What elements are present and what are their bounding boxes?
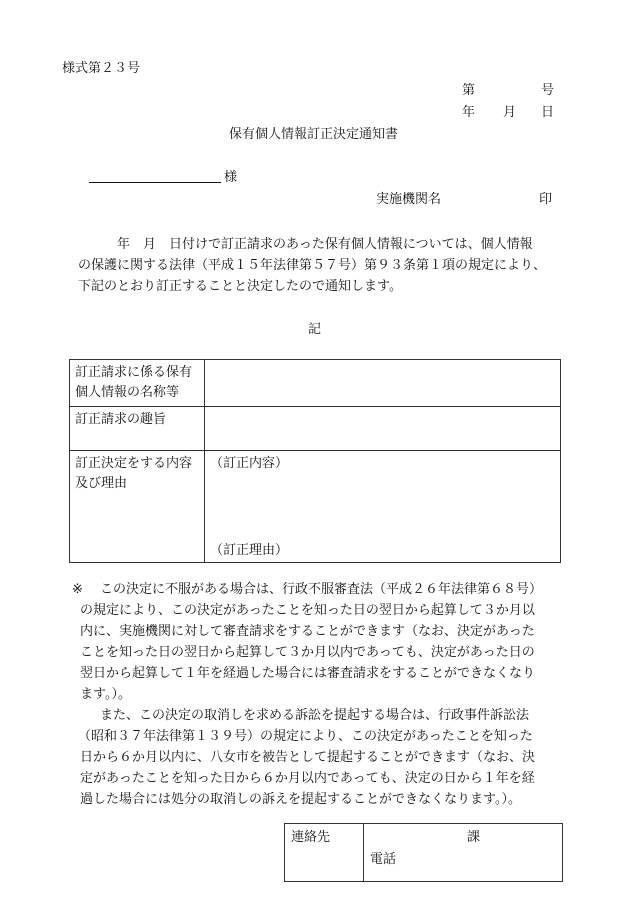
note-line: この決定に不服がある場合は、行政不服審査法（平成２６年法律第６８号）: [100, 582, 543, 597]
contact-section: 課: [466, 830, 480, 845]
row-value-decision: [205, 451, 561, 563]
recipient-name-line: [89, 182, 221, 183]
row-label-purpose: [70, 407, 205, 451]
doc-number-prefix: 第: [462, 83, 476, 98]
recipient-suffix: 様: [224, 170, 238, 185]
doc-number-suffix: 号: [541, 83, 555, 98]
notice-body-line: 下記のとおり訂正することと決定したので通知します。: [78, 279, 402, 294]
note-line: 翌日から起算して１年を経過した場合には審査請求をすることができなくなり: [80, 666, 536, 681]
label-line: 訂正請求の趣旨: [75, 412, 167, 427]
row-label-name: [70, 360, 205, 407]
note-mark: ※: [72, 582, 83, 597]
form-number: 様式第２３号: [62, 61, 141, 76]
seal-mark: 印: [539, 192, 553, 207]
agency-name-label: 実施機関名: [376, 192, 442, 207]
correction-reason-label: （訂正理由）: [210, 543, 289, 558]
date-year: 年: [462, 105, 476, 120]
correction-details-table: [69, 359, 561, 563]
note-line: 定があったことを知った日から６か月以内であっても、決定の日から１年を経: [80, 771, 535, 786]
notice-body-line: 年 月 日付けで訂正請求のあった保有個人情報については、個人情報: [78, 237, 533, 252]
label-line: 訂正請求に係る保有: [75, 365, 193, 380]
note-line: ことを知った日の翌日から起算して３か月以内であっても、決定があった日の: [80, 645, 535, 660]
label-line: 訂正決定をする内容: [75, 456, 193, 471]
row-label-decision: [70, 451, 205, 563]
notice-body: [78, 234, 563, 297]
note-line: 内に、実施機関に対して審査請求をすることができます（なお、決定があった: [80, 624, 535, 639]
note-line: 日から６か月以内に、八女市を被告として提起することができます（なお、決: [80, 750, 536, 765]
label-line: 個人情報の名称等: [75, 385, 180, 400]
contact-label: 連絡先: [285, 824, 364, 882]
date-month: 月: [503, 105, 517, 120]
date-day: 日: [541, 105, 555, 120]
note-line: （昭和３７年法律第１３９号）の規定により、この決定があったことを知った: [78, 729, 533, 744]
note-line: ます。）。: [80, 687, 131, 702]
row-value-purpose: [205, 407, 561, 451]
document-title: 保有個人情報訂正決定通知書: [229, 127, 399, 142]
note-line: また、この決定の取消しを求める訴訟を提起する場合は、行政事件訴訟法: [100, 708, 530, 723]
row-value-name: [205, 360, 561, 407]
ki-heading: 記: [308, 322, 322, 337]
contact-value: [364, 824, 563, 882]
contact-table: [284, 823, 563, 882]
correction-content-label: （訂正内容）: [210, 456, 289, 471]
note-line: 過した場合には処分の取消しの訴えを提起することができなくなります。）。: [80, 792, 521, 807]
appeal-notice: [72, 579, 568, 810]
note-line: の規定により、この決定があったことを知った日の翌日から起算して３か月以: [80, 603, 535, 618]
contact-phone: 電話: [370, 852, 397, 867]
label-line: 及び理由: [75, 476, 128, 491]
notice-body-line: の保護に関する法律（平成１５年法律第５７号）第９３条第１項の規定により、: [78, 258, 547, 273]
